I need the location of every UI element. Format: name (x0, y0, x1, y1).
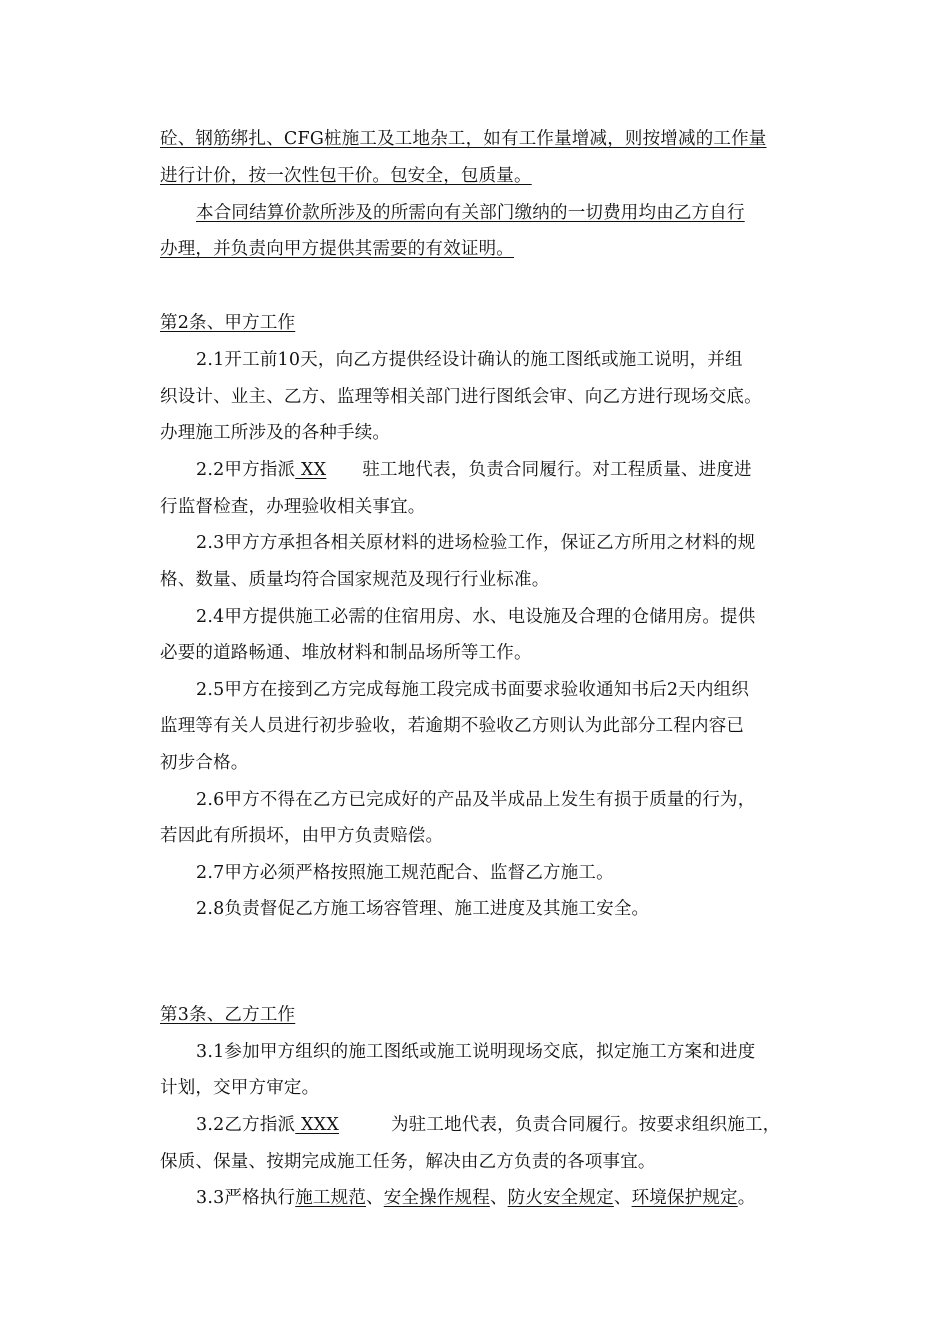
clause-2-5-line-3: 初步合格。 (160, 753, 249, 773)
clause-2-1-line-1: 2.1开工前10天，向乙方提供经设计确认的施工图纸或施工说明，并组 (196, 350, 743, 370)
clause-2-5-line-1: 2.5甲方在接到乙方完成每施工段完成书面要求验收通知书后2天内组织 (196, 680, 750, 700)
clause-3-2-line-1 (196, 1112, 780, 1138)
intro-paragraph-1-line-1: 砼、钢筋绑扎、CFG桩施工及工地杂工，如有工作量增减，则按增减的工作量 (160, 129, 767, 149)
clause-2-2-line-2: 行监督检查，办理验收相关事宜。 (160, 497, 426, 517)
yi-representative-blank (295, 1112, 391, 1138)
jia-representative-name: XX (301, 460, 327, 480)
clause-2-4-line-2: 必要的道路畅通、堆放材料和制品场所等工作。 (160, 643, 532, 663)
clause-3-1-line-2: 计划，交甲方审定。 (160, 1078, 320, 1098)
rule-safety-operation: 安全操作规程 (383, 1188, 490, 1208)
clause-3-2-prefix: 3.2乙方指派 (196, 1115, 296, 1135)
clause-3-3-line-1 (196, 1185, 755, 1211)
intro-paragraph-1-line-2: 进行计价，按一次性包干价。包安全，包质量。 (160, 166, 532, 186)
clause-2-2-prefix: 2.2甲方指派 (196, 460, 296, 480)
jia-representative-blank (295, 457, 362, 483)
separator-1: 、 (366, 1188, 384, 1208)
clause-2-5-line-2: 监理等有关人员进行初步验收，若逾期不验收乙方则认为此部分工程内容已 (160, 716, 745, 736)
clause-2-6-line-1: 2.6甲方不得在乙方已完成好的产品及半成品上发生有损于质量的行为， (196, 790, 756, 810)
clause-3-3-end: 。 (737, 1188, 756, 1208)
intro-paragraph-2-line-2: 办理，并负责向甲方提供其需要的有效证明。 (160, 239, 514, 259)
clause-3-3-prefix: 3.3严格执行 (196, 1188, 296, 1208)
clause-2-3-line-1: 2.3甲方方承担各相关原材料的进场检验工作，保证乙方所用之材料的规 (196, 533, 756, 553)
clause-2-6-line-2: 若因此有所损坏，由甲方负责赔偿。 (160, 826, 444, 846)
clause-2-4-line-1: 2.4甲方提供施工必需的住宿用房、水、电设施及合理的仓储用房。提供 (196, 607, 756, 627)
rule-environment-protection: 环境保护规定 (631, 1188, 738, 1208)
clause-2-2-line-1 (196, 457, 752, 483)
clause-2-1-line-3: 办理施工所涉及的各种手续。 (160, 423, 391, 443)
section-3-heading: 第3条、乙方工作 (160, 1005, 296, 1025)
clause-3-2-line-2: 保质、保量、按期完成施工任务，解决由乙方负责的各项事宜。 (160, 1152, 656, 1172)
clause-2-8: 2.8负责督促乙方施工场容管理、施工进度及其施工安全。 (196, 899, 650, 919)
intro-paragraph-2-line-1: 本合同结算价款所涉及的所需向有关部门缴纳的一切费用均由乙方自行 (196, 203, 745, 223)
rule-fire-safety: 防火安全规定 (507, 1188, 614, 1208)
clause-2-1-line-2: 织设计、业主、乙方、监理等相关部门进行图纸会审、向乙方进行现场交底。 (160, 387, 762, 407)
yi-representative-name: XXX (301, 1115, 339, 1135)
clause-2-7: 2.7甲方必须严格按照施工规范配合、监督乙方施工。 (196, 863, 614, 883)
separator-2: 、 (489, 1188, 508, 1208)
rule-construction-spec: 施工规范 (295, 1188, 367, 1208)
clause-3-1-line-1: 3.1参加甲方组织的施工图纸或施工说明现场交底，拟定施工方案和进度 (196, 1042, 756, 1062)
separator-3: 、 (613, 1188, 632, 1208)
clause-2-3-line-2: 格、数量、质量均符合国家规范及现行行业标准。 (160, 570, 550, 590)
section-2-heading: 第2条、甲方工作 (160, 313, 296, 333)
clause-2-2-suffix: 驻工地代表，负责合同履行。对工程质量、进度进 (362, 460, 752, 480)
clause-3-2-suffix: 为驻工地代表，负责合同履行。按要求组织施工， (390, 1115, 781, 1135)
